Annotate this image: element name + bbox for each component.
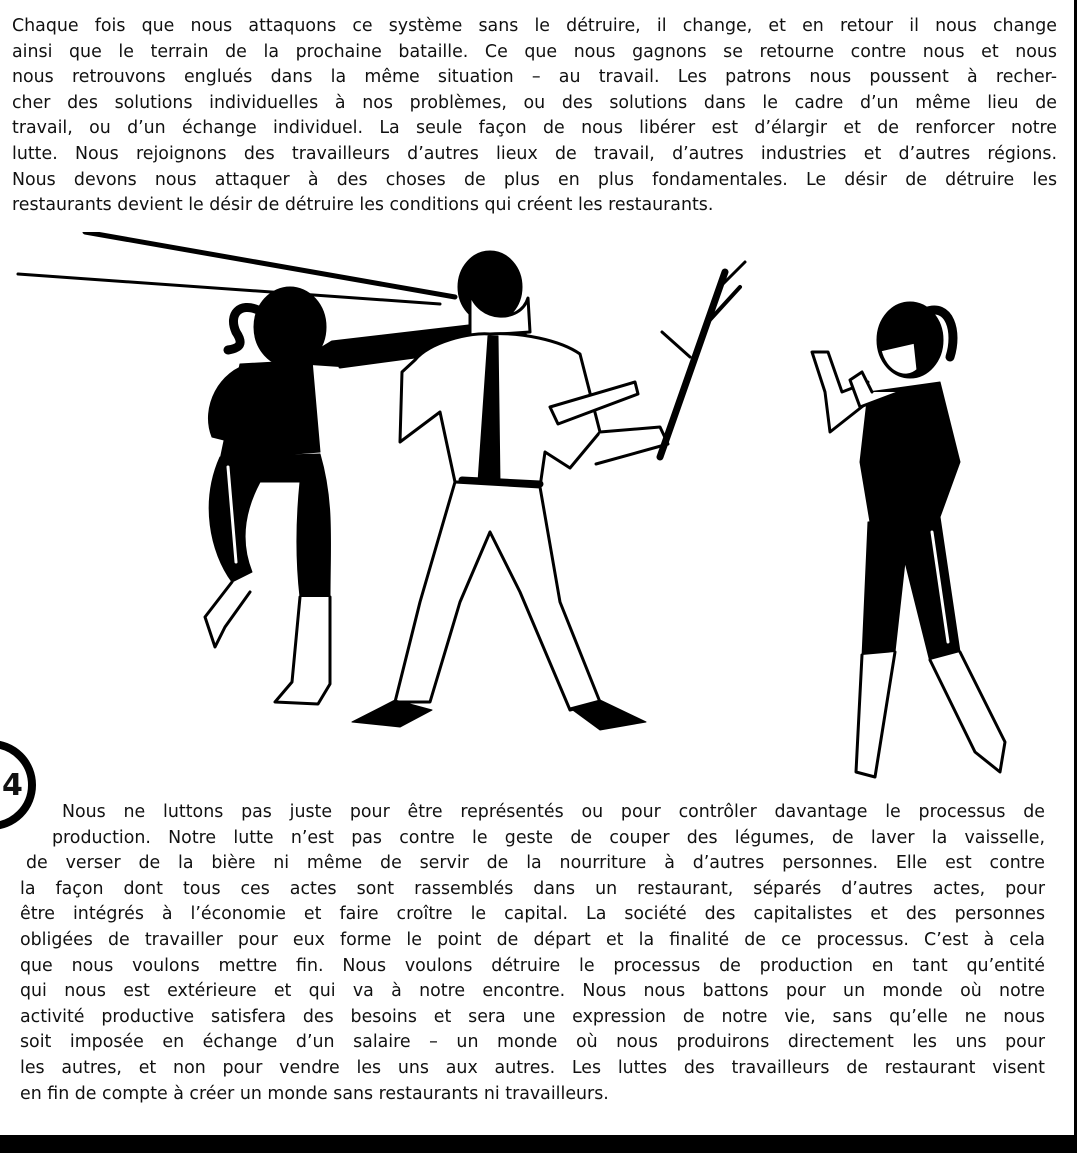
woman-guard-figure — [812, 302, 1005, 777]
top-paragraph — [12, 14, 1057, 219]
text-line: production. Notre lutte n’est pas contre le geste de couper des légumes, de laver la vaisselle, — [52, 827, 1045, 848]
text-line: en fin de compte à créer un monde sans restaurants ni travailleurs. — [20, 1083, 609, 1104]
motion-line — [85, 232, 455, 297]
text-line: travail, ou d’un échange individuel. La seule façon de nous libérer est d’élargir et de renforcer notre — [12, 118, 1057, 139]
text-line: la façon dont tous ces actes sont rassemblés dans un restaurant, séparés d’autres actes, pour — [20, 878, 1045, 899]
text-line: nous retrouvons englués dans la même situation – au travail. Les patrons nous poussent à recher- — [12, 67, 1057, 88]
text-line: de verser de la bière ni même de servir de la nourriture à d’autres personnes. Elle est contre — [26, 853, 1045, 874]
bottom-border — [0, 1135, 1077, 1153]
stick-icon — [660, 262, 745, 457]
text-line: qui nous est extérieure et qui va à notre encontre. Nous nous battons pour un monde où notre — [20, 981, 1045, 1002]
text-line: lutte. Nous rejoignons des travailleurs d’autres lieux de travail, d’autres industries et d’autres régions. — [12, 143, 1057, 164]
text-line: restaurants devient le désir de détruire les conditions qui créent les restaurants. — [12, 195, 714, 216]
text-line: Nous devons nous attaquer à des choses de plus en plus fondamentales. Le désir de détruire les — [12, 169, 1057, 190]
text-line: Chaque fois que nous attaquons ce système sans le détruire, il change, et en retour il nous change — [12, 16, 1057, 36]
text-line: les autres, et non pour vendre les uns aux autres. Les luttes des travailleurs de restaurant visent — [20, 1057, 1045, 1078]
text-line: être intégrés à l’économie et faire croître le capital. La société des capitalistes et des personnes — [20, 904, 1045, 925]
text-line: cher des solutions individuelles à nos problèmes, ou des solutions dans le cadre d’un même lieu de — [12, 92, 1057, 113]
man-in-suit-figure — [352, 251, 668, 730]
page-number: 4 — [2, 768, 23, 803]
motion-line — [18, 274, 440, 304]
bottom-paragraph — [20, 800, 1045, 1107]
text-line: soit imposée en échange d’un salaire – un monde où nous produirons directement les uns pour — [20, 1032, 1045, 1053]
text-line: obligées de travailler pour eux forme le point de départ et la finalité de ce processus. C’est à cela — [20, 929, 1045, 950]
text-line: que nous voulons mettre fin. Nous voulons détruire le processus de production en tant qu’entité — [20, 955, 1045, 976]
text-line: activité productive satisfera des besoins et sera une expression de notre vie, sans qu’elle ne nous — [20, 1006, 1045, 1027]
fight-illustration — [0, 232, 1077, 812]
text-line: Nous ne luttons pas juste pour être représentés ou pour contrôler davantage le processus de — [62, 802, 1045, 822]
text-line: ainsi que le terrain de la prochaine bataille. Ce que nous gagnons se retourne contre nous et nous — [12, 41, 1057, 62]
